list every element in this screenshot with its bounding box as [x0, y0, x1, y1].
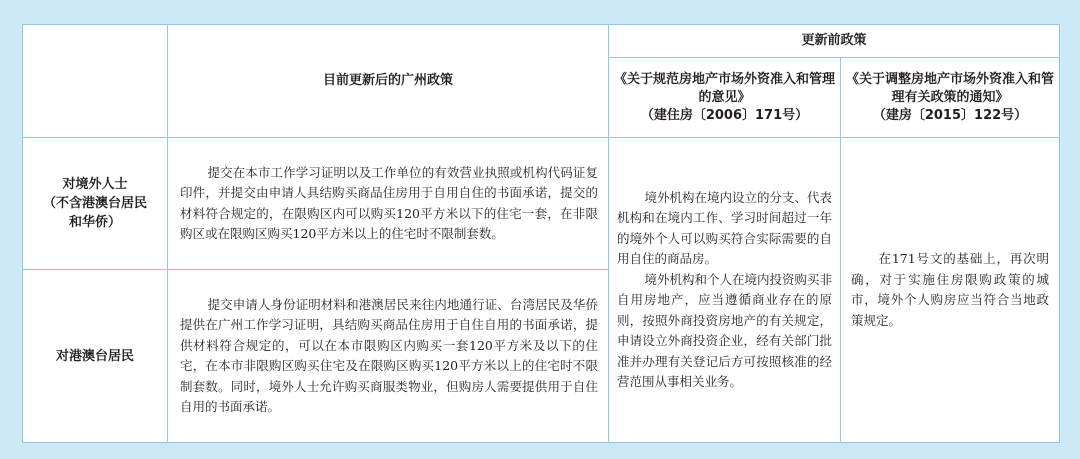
policy-comparison-table — [22, 24, 1060, 443]
doc1-title: 《关于规范房地产市场外资准入和管理的意见》 — [613, 71, 835, 105]
row-label-foreigners — [23, 138, 168, 270]
doc1-code: （建住房〔2006〕171号） — [640, 107, 809, 123]
row-label-line: 和华侨） — [68, 215, 121, 230]
previous-policy-header: 更新前政策 — [609, 25, 1060, 58]
policy-table-frame — [22, 24, 1059, 442]
corner-cell — [23, 25, 168, 138]
doc2-paragraph: 在171号文的基础上，再次明确，对于实施住房限购政策的城市，境外个人购房应当符合当地政策规定。 — [851, 251, 1050, 328]
row-label-line: 对港澳台居民 — [55, 348, 134, 364]
doc1-policy-cell — [609, 138, 841, 443]
row-label-hk-macau-taiwan — [23, 270, 168, 443]
doc1-header — [609, 58, 841, 138]
row-label-line: 对境外人士 — [62, 177, 128, 192]
doc2-title: 《关于调整房地产市场外资准入和管理有关政策的通知》 — [846, 71, 1055, 105]
guangzhou-policy-hk-macau-taiwan — [168, 270, 609, 443]
doc1-paragraph-2: 境外机构和个人在境内投资购买非自用房地产，应当遵循商业存在的原则，按照外商投资房地产的有关规定，申请设立外商投资企业，经有关部门批准并办理有关登记后方可按照核准的经营范围从事相关业务。 — [617, 271, 833, 389]
policy-paragraph: 提交申请人身份证明材料和港澳居民来往内地通行证、台湾居民及华侨提供在广州工作学习证明，具结购买商品住房用于自住自用的书面承诺，提供材料符合规定的，可以在本市限购区内购买一套120平方米及以下的住宅，在本市非限购区购买住宅及在限购区购买120平方米以上的住宅时不限制套数。同时，境外人士允许购买商服类物业，但购房人需要提供用于自住自用的书面承诺。 — [180, 296, 598, 414]
guangzhou-policy-foreigners — [168, 138, 609, 270]
policy-paragraph: 提交在本市工作学习证明以及工作单位的有效营业执照或机构代码证复印件，并提交由申请人具结购买商品住房用于自用自住的书面承诺，提交的材料符合规定的，在限购区内可以购买120平方米以下的住宅一套，在非限购区或在限购区购买120平方米以上的住宅时不限制套数。 — [180, 164, 598, 241]
doc2-code: （建房〔2015〕122号） — [872, 107, 1028, 123]
current-policy-header: 目前更新后的广州政策 — [168, 25, 609, 138]
row-label-line: （不含港澳台居民 — [42, 196, 147, 211]
doc2-policy-cell — [841, 138, 1060, 443]
doc1-paragraph-1: 境外机构在境内设立的分支、代表机构和在境内工作、学习时间超过一年的境外个人可以购买符合实际需要的自用自住的商品房。 — [617, 189, 833, 266]
doc2-header — [841, 58, 1060, 138]
